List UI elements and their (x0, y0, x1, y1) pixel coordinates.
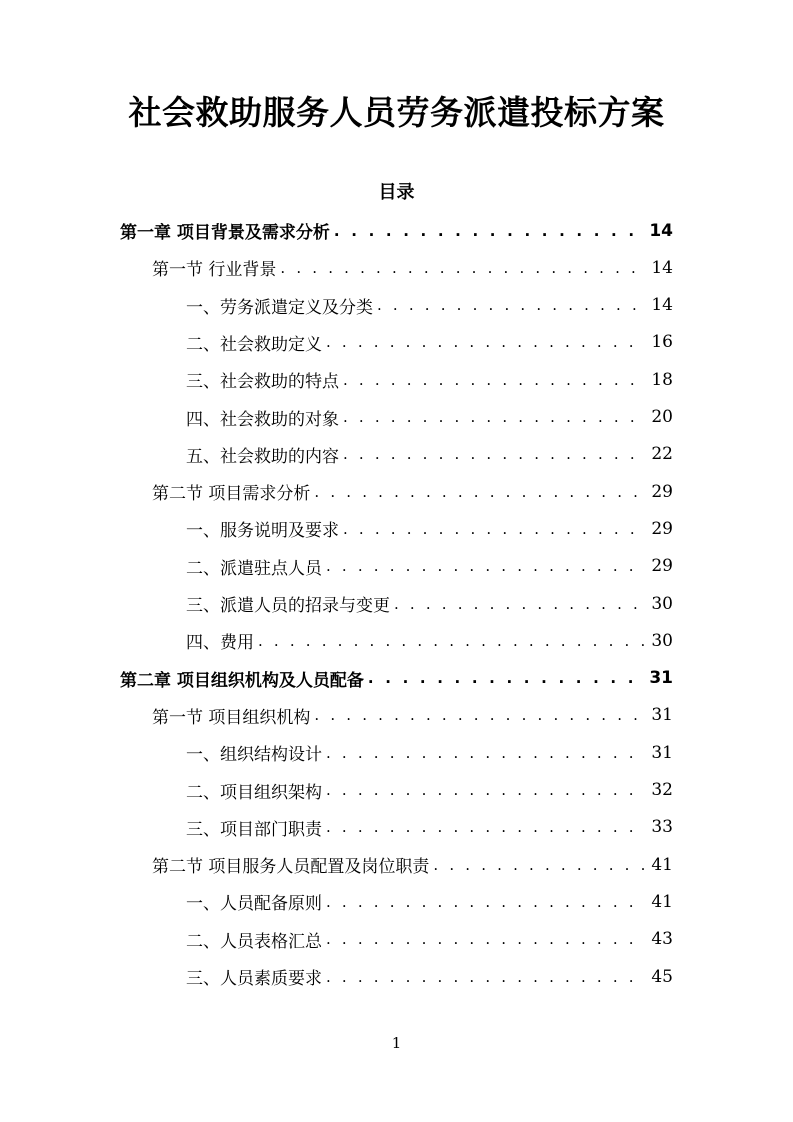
toc-dot-leader (280, 259, 645, 277)
page-number: 1 (391, 1034, 402, 1052)
toc-entry-page: 14 (651, 257, 673, 278)
toc-entry-page: 32 (651, 780, 673, 800)
toc-entry-label: 三、派遣人员的招录与变更 (186, 596, 390, 616)
toc-entry-item[interactable] (186, 324, 673, 361)
toc-entry-item[interactable] (186, 921, 673, 958)
toc-dot-leader (326, 781, 645, 799)
toc-entry-page: 41 (651, 891, 673, 912)
toc-entry-item[interactable] (186, 287, 673, 324)
toc-entry-item[interactable] (186, 772, 673, 809)
toc-heading: 目录 (378, 182, 415, 203)
toc-entry-label: 四、费用 (186, 633, 254, 654)
toc-entry-label: 五、社会救助的内容 (186, 446, 339, 467)
toc-entry-section[interactable] (152, 697, 673, 734)
toc-entry-page: 14 (651, 295, 673, 316)
toc-entry-page: 33 (651, 817, 673, 838)
toc-entry-item[interactable] (186, 958, 673, 995)
toc-entry-label: 二、项目组织架构 (186, 782, 322, 803)
toc-entry-label: 第二节 项目服务人员配置及岗位职责 (152, 857, 430, 878)
toc-entry-item[interactable] (186, 361, 673, 398)
toc-entry-label: 二、派遣驻点人员 (186, 558, 322, 579)
toc-dot-leader (314, 483, 645, 501)
toc-dot-leader (343, 520, 645, 538)
toc-entry-item[interactable] (186, 883, 673, 920)
toc-entry-item[interactable] (186, 809, 673, 846)
toc-entry-label: 第二章 项目组织机构及人员配备 (120, 670, 364, 691)
toc-dot-leader (326, 893, 645, 911)
toc-entry-section[interactable] (152, 473, 673, 510)
toc-entry-label: 三、人员素质要求 (186, 969, 322, 989)
toc-entry-label: 一、劳务派遣定义及分类 (186, 297, 373, 318)
toc-entry-section[interactable] (152, 249, 673, 286)
toc-entry-label: 二、社会救助定义 (186, 334, 322, 355)
toc-entry-page: 41 (651, 854, 673, 875)
toc-entry-page: 16 (651, 332, 673, 353)
toc-entry-page: 18 (651, 369, 673, 390)
toc-entry-label: 三、社会救助的特点 (186, 372, 339, 393)
toc-entry-label: 四、社会救助的对象 (186, 409, 339, 430)
toc-entry-item[interactable] (186, 622, 673, 659)
toc-dot-leader (326, 818, 645, 836)
toc-entry-page: 30 (651, 630, 673, 651)
toc-dot-leader (334, 222, 643, 240)
toc-entry-label: 一、服务说明及要求 (186, 521, 339, 542)
toc-dot-leader (314, 706, 645, 724)
toc-entry-item[interactable] (186, 585, 673, 622)
toc-dot-leader (326, 333, 645, 351)
toc-entry-label: 一、组织结构设计 (186, 745, 322, 766)
toc-entry-label: 三、项目部门职责 (186, 819, 322, 840)
toc-entry-label: 一、人员配备原则 (186, 894, 322, 915)
document-title: 社会救助服务人员劳务派遣投标方案 (128, 93, 665, 132)
toc-entry-page: 14 (649, 220, 673, 241)
toc-entry-label: 第一节 项目组织机构 (152, 707, 311, 728)
toc-entry-page: 20 (651, 407, 673, 427)
toc-dot-leader (394, 595, 645, 613)
toc-entry-page: 43 (651, 929, 673, 950)
toc-entry-item[interactable] (186, 734, 673, 771)
toc-dot-leader (343, 371, 645, 389)
toc-entry-page: 30 (651, 593, 673, 614)
toc-dot-leader (326, 557, 645, 575)
toc-dot-leader (368, 669, 643, 687)
toc-entry-page: 29 (651, 481, 673, 502)
toc-entry-label: 第一节 行业背景 (152, 260, 277, 281)
toc-entry-page: 29 (651, 518, 673, 539)
toc-dot-leader (326, 968, 645, 986)
toc-entry-page: 22 (651, 444, 673, 465)
toc-entry-page: 29 (651, 556, 673, 577)
toc-dot-leader (326, 744, 645, 762)
toc-entry-page: 31 (651, 705, 673, 726)
toc-entry-item[interactable] (186, 399, 673, 436)
toc-entry-page: 45 (651, 966, 673, 987)
toc-dot-leader (258, 632, 645, 650)
toc-entry-item[interactable] (186, 548, 673, 585)
toc-dot-leader (433, 856, 645, 874)
toc-dot-leader (326, 930, 645, 948)
toc-entry-section[interactable] (152, 846, 673, 883)
toc-dot-leader (343, 445, 645, 463)
toc-entry-page: 31 (651, 742, 673, 763)
toc-entry-chapter[interactable] (120, 660, 673, 697)
toc-entry-item[interactable] (186, 510, 673, 547)
toc-entry-item[interactable] (186, 436, 673, 473)
toc-entry-page: 31 (649, 668, 673, 689)
toc-entry-label: 第一章 项目背景及需求分析 (120, 223, 330, 243)
toc-dot-leader (377, 296, 645, 314)
toc-entry-chapter[interactable] (120, 212, 673, 249)
toc-entry-label: 二、人员表格汇总 (186, 931, 322, 952)
toc-dot-leader (343, 408, 645, 426)
toc-entry-label: 第二节 项目需求分析 (152, 484, 311, 505)
